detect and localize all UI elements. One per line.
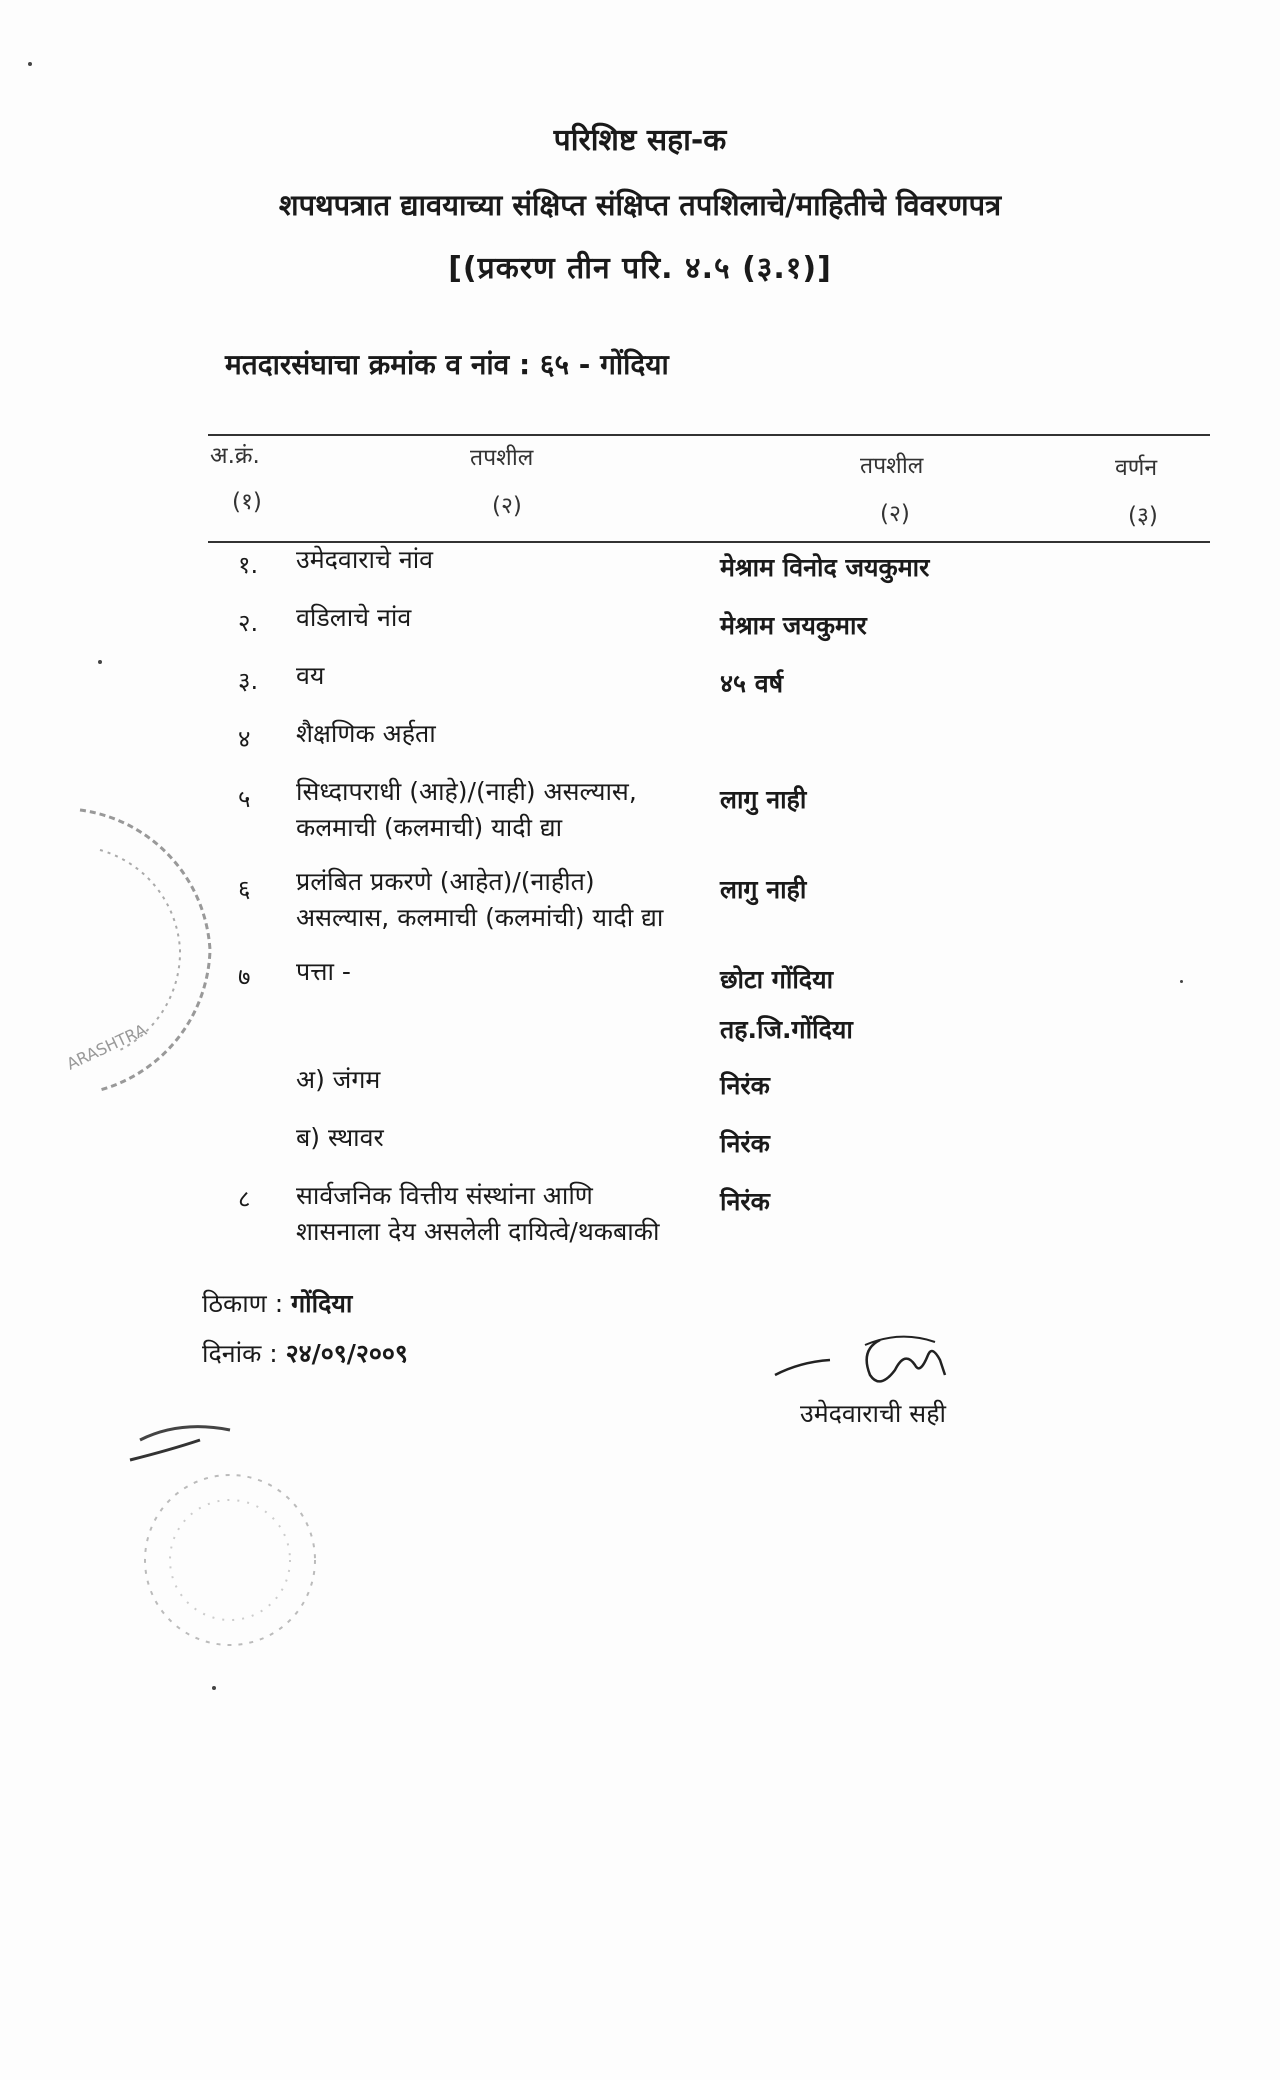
speck-mark [212, 1686, 216, 1690]
official-stamp-icon [40, 790, 220, 1110]
row-number: ८ [238, 1185, 251, 1213]
row-label-line2: असल्यास, कलमाची (कलमांची) यादी द्या [296, 903, 664, 932]
row-number: १. [238, 551, 259, 579]
place-line [202, 1286, 352, 1320]
column-header-serial: अ.क्रं. [210, 443, 260, 469]
row-number: ४ [238, 725, 251, 753]
speck-mark [1180, 980, 1183, 983]
row-number: ३. [238, 667, 259, 695]
row-number: ६ [238, 875, 251, 903]
row-label-line1: सिध्दापराधी (आहे)/(नाही) असल्यास, [296, 777, 637, 806]
row-label-line2: शासनाला देय असलेली दायित्वे/थकबाकी [296, 1217, 660, 1246]
constituency-line: मतदारसंघाचा क्रमांक व नांव : ६५ - गोंदिया [225, 348, 669, 381]
row-label: पत्ता - [296, 957, 351, 986]
row-label-line1: प्रलंबित प्रकरणे (आहेत)/(नाहीत) [296, 867, 595, 896]
date-line [202, 1336, 408, 1370]
table-top-rule [208, 434, 1210, 436]
statement-title: शपथपत्रात द्यावयाच्या संक्षिप्त संक्षिप्त तपशिलाचे/माहितीचे विवरणपत्र [278, 188, 1002, 222]
date-label: दिनांक : [202, 1339, 278, 1368]
date-value: २४/०९/२००९ [285, 1339, 408, 1368]
row-label: वडिलाचे नांव [296, 603, 412, 632]
speck-mark [98, 660, 102, 664]
candidate-name-value: मेश्राम विनोद जयकुमार [720, 553, 930, 582]
movable-assets-value: निरंक [720, 1071, 770, 1100]
row-label-line1: सार्वजनिक वित्तीय संस्थांना आणि [296, 1181, 593, 1210]
row-label: शैक्षणिक अर्हता [296, 719, 436, 748]
row-label: ब) स्थावर [296, 1123, 384, 1152]
column-sub-details: (२) [492, 493, 522, 519]
row-label-line2: कलमाची (कलमाची) यादी द्या [296, 813, 563, 842]
row-label: उमेदवाराचे नांव [296, 545, 434, 574]
row-label: अ) जंगम [296, 1065, 381, 1094]
column-header-description: वर्णन [1115, 455, 1158, 481]
column-sub-serial: (१) [232, 489, 262, 515]
column-header-details: तपशील [470, 445, 534, 471]
candidate-signature-icon [770, 1320, 970, 1400]
place-value: गोंदिया [291, 1289, 353, 1318]
liabilities-value: निरंक [720, 1187, 770, 1216]
faint-seal-icon [120, 1420, 340, 1680]
row-number: ५ [238, 785, 251, 813]
chapter-reference: [(प्रकरण तीन परि. ४.५ (३.१)] [448, 251, 832, 286]
row-number: २. [238, 609, 259, 637]
place-label: ठिकाण : [202, 1289, 284, 1318]
svg-text:ARASHTRA: ARASHTRA [63, 1020, 150, 1074]
age-value: ४५ वर्ष [720, 669, 784, 698]
speck-mark [28, 62, 32, 66]
column-sub-description: (३) [1128, 503, 1158, 529]
convictions-value: लागु नाही [720, 785, 807, 814]
immovable-assets-value: निरंक [720, 1129, 770, 1158]
signature-caption: उमेदवाराची सही [800, 1399, 946, 1428]
column-header-details-value: तपशील [860, 453, 924, 479]
row-label: वय [296, 661, 325, 690]
row-number: ७ [238, 963, 251, 991]
pending-cases-value: लागु नाही [720, 875, 807, 904]
column-sub-details-value: (२) [880, 501, 910, 527]
father-name-value: मेश्राम जयकुमार [720, 611, 867, 640]
annexure-title: परिशिष्ट सहा-क [553, 123, 727, 158]
address-line1-value: छोटा गोंदिया [720, 965, 834, 994]
address-line2-value: तह.जि.गोंदिया [720, 1015, 853, 1044]
